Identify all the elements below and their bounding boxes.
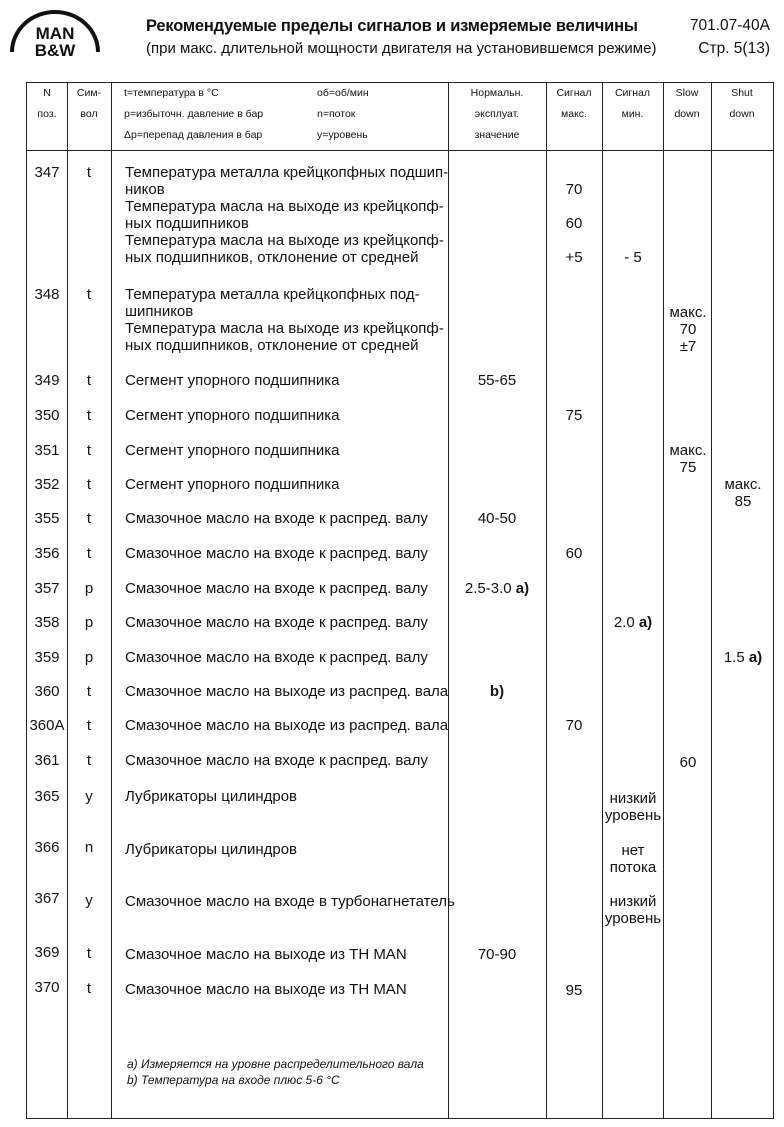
row-description: Смазочное масло на выходе из распред. вала <box>125 717 449 734</box>
signal-min-value: низкий уровень <box>604 893 662 927</box>
column-header-shut-down: Shut down <box>729 87 755 120</box>
signal-max-value: 70 <box>565 717 583 734</box>
row-description: Лубрикаторы цилиндров <box>125 788 298 805</box>
row-description: Сегмент упорного подшипника <box>125 476 340 493</box>
slow-down-value: макс. 75 <box>669 442 707 476</box>
row-symbol: t <box>86 752 92 769</box>
row-number: 369 <box>34 944 60 961</box>
row-symbol: y <box>85 892 93 909</box>
row-symbol: t <box>86 442 92 459</box>
page-title: Рекомендуемые пределы сигналов и измеряемые величины <box>146 17 638 35</box>
row-number: 351 <box>34 442 60 459</box>
row-symbol: t <box>86 945 92 962</box>
row-symbol: t <box>86 476 92 493</box>
row-number: 365 <box>34 788 60 805</box>
row-description: Смазочное масло на входе к распред. валу <box>125 649 428 666</box>
row-description: Смазочное масло на входе к распред. валу <box>125 752 428 769</box>
row-number: 370 <box>34 979 60 996</box>
row-number: 361 <box>34 752 60 769</box>
column-divider <box>546 83 547 1118</box>
row-symbol: t <box>86 980 92 997</box>
row-number: 352 <box>34 476 60 493</box>
row-symbol: t <box>86 683 92 700</box>
row-symbol: p <box>84 580 94 597</box>
row-description: Температура металла крейцкопфных под- шипников Температура масла на выходе из крейцкопф- ных подшипников, отклонение от средней <box>125 286 444 354</box>
normal-value: 2.5-3.0 a) <box>464 580 530 597</box>
svg-text:B&W: B&W <box>34 41 76 60</box>
footnote-a: a) Измеряется на уровне распределительного вала <box>127 1057 424 1071</box>
footnote-b: b) Температура на входе плюс 5-6 °C <box>127 1073 340 1087</box>
signal-max-value: 95 <box>565 982 583 999</box>
signal-max-value: 70 <box>565 181 583 198</box>
row-symbol: n <box>84 839 94 856</box>
column-divider <box>67 83 68 1118</box>
row-description: Смазочное масло на входе в турбонагнетатель <box>125 893 455 910</box>
row-description: Лубрикаторы цилиндров <box>125 841 298 858</box>
row-description: Температура металла крейцкопфных подшип- ников Температура масла на выходе из крейцкопф- ных подшипников Температура масла на выходе из крейцкопф- ных подшипников, отклонение от средней <box>125 164 449 266</box>
normal-value: 55-65 <box>477 372 517 389</box>
column-divider <box>111 83 112 1118</box>
column-divider <box>602 83 603 1118</box>
shut-down-value: макс. 85 <box>724 476 762 510</box>
column-divider <box>663 83 664 1118</box>
row-number: 356 <box>34 545 60 562</box>
row-description: Смазочное масло на входе к распред. валу <box>125 580 428 597</box>
row-symbol: p <box>84 614 94 631</box>
signal-max-value: 75 <box>565 407 583 424</box>
row-description: Смазочное масло на выходе из ТН MAN <box>125 981 407 998</box>
row-symbol: t <box>86 545 92 562</box>
row-symbol: t <box>86 510 92 527</box>
row-number: 366 <box>34 839 60 856</box>
signal-max-value: +5 <box>565 249 583 266</box>
column-header-signal-max: Сигнал макс. <box>556 87 592 120</box>
shut-down-value: 1.5 a) <box>723 649 763 666</box>
row-symbol: y <box>85 788 93 805</box>
column-header-symbol: Сим- вол <box>76 87 102 120</box>
row-number: 357 <box>34 580 60 597</box>
row-number: 349 <box>34 372 60 389</box>
page-number: Стр. 5(13) <box>698 40 770 57</box>
row-number: 360A <box>29 717 65 734</box>
row-symbol: p <box>84 649 94 666</box>
row-description: Смазочное масло на выходе из распред. вала <box>125 683 449 700</box>
column-header-signal-min: Сигнал мин. <box>614 87 651 120</box>
column-header-slow-down: Slow down <box>674 87 700 120</box>
signal-min-value: низкий уровень <box>604 790 662 824</box>
signal-max-value: 60 <box>565 545 583 562</box>
slow-down-value: макс. 70 ±7 <box>669 304 707 355</box>
column-divider <box>711 83 712 1118</box>
signal-max-value: 60 <box>565 215 583 232</box>
signal-min-value: нет потока <box>609 842 657 876</box>
row-description: Смазочное масло на входе к распред. валу <box>125 545 428 562</box>
svg-text:MAN: MAN <box>35 24 75 43</box>
row-symbol: t <box>86 372 92 389</box>
normal-value: 40-50 <box>477 510 517 527</box>
row-description: Сегмент упорного подшипника <box>125 442 340 459</box>
row-description: Смазочное масло на выходе из ТН MAN <box>125 946 407 963</box>
document-number: 701.07-40A <box>689 17 770 34</box>
row-number: 359 <box>34 649 60 666</box>
row-description: Сегмент упорного подшипника <box>125 372 340 389</box>
header-divider <box>27 150 773 151</box>
row-number: 347 <box>34 164 60 181</box>
column-header-legend: t=температура в °C p=избыточн. давление в бар Δp=перепад давления в бар <box>124 87 264 141</box>
row-description: Сегмент упорного подшипника <box>125 407 340 424</box>
normal-value: 70-90 <box>477 946 517 963</box>
column-header-normal: Нормальн. эксплуат. значение <box>470 87 524 141</box>
row-number: 360 <box>34 683 60 700</box>
row-number: 358 <box>34 614 60 631</box>
row-number: 367 <box>34 890 60 907</box>
normal-value: b) <box>489 683 505 700</box>
man-bw-logo <box>6 6 104 62</box>
row-symbol: t <box>86 407 92 424</box>
row-description: Смазочное масло на входе к распред. валу <box>125 614 428 631</box>
column-header-number: N поз. <box>37 87 57 120</box>
row-number: 355 <box>34 510 60 527</box>
row-symbol: t <box>86 717 92 734</box>
row-description: Смазочное масло на входе к распред. валу <box>125 510 428 527</box>
page-subtitle: (при макс. длительной мощности двигателя на установившемся режиме) <box>146 40 657 57</box>
row-number: 350 <box>34 407 60 424</box>
signal-min-value: 2.0 a) <box>613 614 653 631</box>
signal-limits-table <box>26 82 774 1119</box>
row-symbol: t <box>86 164 92 181</box>
row-symbol: t <box>86 286 92 303</box>
slow-down-value: 60 <box>679 754 697 771</box>
signal-min-value: - 5 <box>624 249 642 266</box>
column-header-legend-units: об=об/мин n=поток у=уровень <box>317 87 369 141</box>
row-number: 348 <box>34 286 60 303</box>
